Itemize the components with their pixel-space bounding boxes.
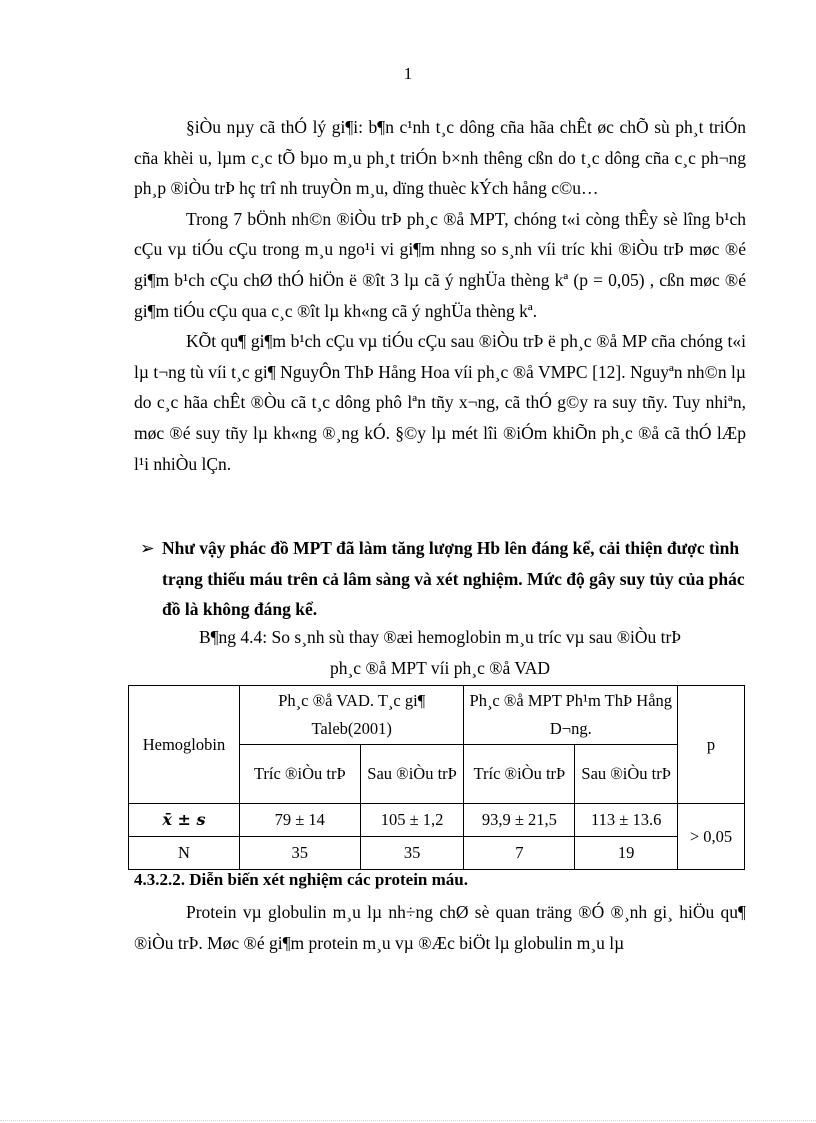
bullet-text: Như vậy phác đồ MPT đã làm tăng lượng Hb lên đáng kể, cải thiện được tình trạng thiếu máu trên cả lâm sàng và xét nghiệm. Mức độ gây suy tủy của phác đồ là không đáng kể. xyxy=(162,538,745,620)
p-value-cell: > 0,05 xyxy=(678,804,745,870)
paragraph: Trong 7 bÖnh nh©n ®iÒu trÞ ph¸c ®å MPT, chóng t«i còng thÊy sè lîng b¹ch cÇu vµ tiÓu cÇu trong m¸u ngo¹i vi gi¶m nhng so s¸nh víi tríc khi ®iÒu trÞ møc ®é gi¶m b¹ch cÇu chØ thÓ hiÖn ë ®ît 3 lµ cã ý nghÜa thèng kª (p = 0,05) , cßn møc ®é gi¶m tiÓu cÇu qua c¸c ®ît lµ kh«ng cã ý nghÜa thèng kª. xyxy=(134,208,746,321)
body-text xyxy=(134,112,746,479)
hemoglobin-comparison-table xyxy=(128,685,745,870)
table-cell: 7 xyxy=(464,837,575,870)
paragraph: Protein vµ globulin m¸u lµ nh÷ng chØ sè quan träng ®Ó ®¸nh gi¸ hiÖu qu¶ ®iÒu trÞ. Møc ®é gi¶m protein m¸u vµ ®Æc biÖt lµ globulin m¸u lµ xyxy=(134,902,746,953)
table-cell: 35 xyxy=(239,837,360,870)
group-header-mpt: Ph¸c ®å MPT Ph¹m ThÞ Hång D¬ng. xyxy=(464,686,678,745)
p-header: p xyxy=(678,686,745,804)
subheader-after: Sau ®iÒu trÞ xyxy=(360,745,464,804)
row-header-cell: Hemoglobin xyxy=(129,686,240,804)
paragraph: KÕt qu¶ gi¶m b¹ch cÇu vµ tiÓu cÇu sau ®iÒu trÞ ë ph¸c ®å MP cña chóng t«i lµ t¬ng tù víi t¸c gi¶ NguyÔn ThÞ Hång Hoa víi ph¸c ®å VMPC [12]. Nguyªn nh©n lµ do c¸c hãa chÊt ®Òu cã t¸c dông phô lªn tñy x¬ng, cã thÓ g©y ra suy tñy. Tuy nhiªn, møc ®é suy tñy lµ kh«ng ®¸ng kÓ. §©y lµ mét lîi ®iÓm khiÕn ph¸c ®å cã thÓ lÆp l¹i nhiÒu lÇn. xyxy=(134,331,746,474)
table-cell: 105 ± 1,2 xyxy=(360,804,464,837)
body-text-continued xyxy=(134,897,746,958)
subheader-after: Sau ®iÒu trÞ xyxy=(575,745,678,804)
page-number: 1 xyxy=(403,64,413,83)
table-caption xyxy=(134,622,746,684)
conclusion-bullet xyxy=(140,533,747,625)
section-heading: 4.3.2.2. Diễn biến xét nghiệm các protein máu. xyxy=(134,870,469,889)
paragraph: §iÒu nµy cã thÓ lý gi¶i: b¶n c¹nh t¸c dông cña hãa chÊt øc chÕ sù ph¸t triÓn cña khèi u, lµm c¸c tÕ bµo m¸u ph¸t triÓn b×nh thêng cßn do t¸c dông cña c¸c ph¬ng ph¸p ®iÒu trÞ hç trî nh truyÒn m¸u, dïng thuèc kÝch hång c©u… xyxy=(134,117,746,199)
subheader-before: Tríc ®iÒu trÞ xyxy=(239,745,360,804)
page-bottom-divider xyxy=(0,1119,816,1121)
caption-line: ph¸c ®å MPT víi ph¸c ®å VAD xyxy=(329,658,551,678)
subheader-before: Tríc ®iÒu trÞ xyxy=(464,745,575,804)
table-cell: 35 xyxy=(360,837,464,870)
table-cell: 93,9 ± 21,5 xyxy=(464,804,575,837)
table-cell: 113 ± 13.6 xyxy=(575,804,678,837)
group-header-vad: Ph¸c ®å VAD. T¸c gi¶ Taleb(2001) xyxy=(239,686,464,745)
table-cell: 79 ± 14 xyxy=(239,804,360,837)
caption-line: B¶ng 4.4: So s¸nh sù thay ®æi hemoglobin m¸u tríc vµ sau ®iÒu trÞ xyxy=(198,627,682,647)
arrow-bullet-icon: ➢ xyxy=(140,538,155,558)
n-label-cell: N xyxy=(129,837,240,870)
stat-label-cell: x̄ ± s xyxy=(129,804,240,837)
table-cell: 19 xyxy=(575,837,678,870)
